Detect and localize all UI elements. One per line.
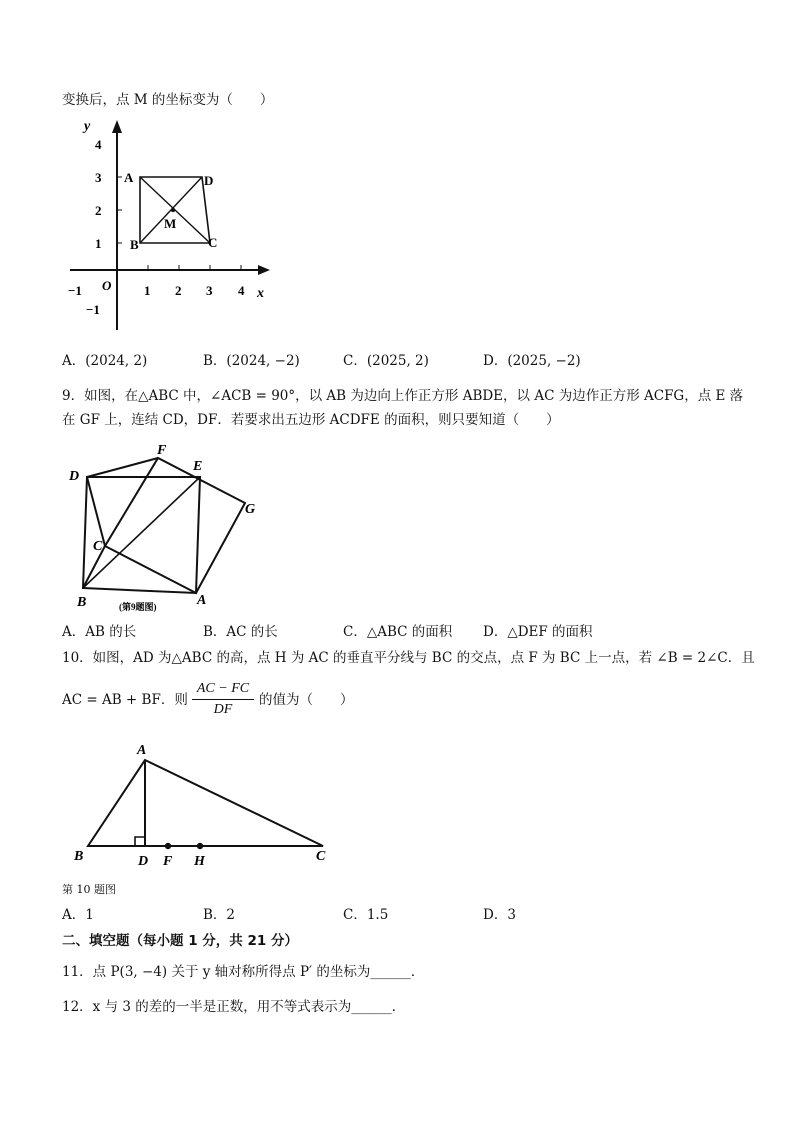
point-label-f: F: [157, 443, 167, 458]
y-tick-label: 4: [95, 137, 102, 152]
q9-text-line2: 在 GF 上，连结 CD，DF．若要求出五边形 ACDFE 的面积，则只要知道（ ）: [62, 412, 560, 428]
q9-option-c: C．△ABC 的面积: [343, 624, 453, 640]
point-label-a: A: [124, 170, 134, 185]
q10-option-a: A．1: [62, 907, 94, 923]
q10-caption: 第 10 题图: [62, 883, 116, 896]
q10-option-d: D．3: [483, 907, 516, 923]
q8-option-c: C．(2025, 2): [343, 353, 429, 369]
x-axis-label: x: [257, 286, 264, 301]
point-label-c: C: [316, 849, 326, 864]
point-label-d: D: [138, 854, 149, 869]
q9-figure: [65, 440, 275, 615]
point-label-f: F: [163, 854, 173, 869]
x-tick-label: 4: [238, 283, 245, 298]
point-label-b: B: [74, 849, 84, 864]
q9-option-b: B．AC 的长: [203, 624, 278, 640]
q9-text-line1: 9．如图，在△ABC 中，∠ACB = 90°，以 AB 为边向上作正方形 ABDE，以 AC 为边作正方形 ACFG，点 E 落: [62, 388, 744, 404]
fraction-bar: [192, 699, 254, 700]
q9-option-d: D．△DEF 的面积: [483, 624, 593, 640]
y-tick-label: 3: [95, 170, 102, 185]
q9-option-a: A．AB 的长: [62, 624, 137, 640]
q10-text-line1: 10．如图，AD 为△ABC 的高，点 H 为 AC 的垂直平分线与 BC 的交点，点 F 为 BC 上一点，若 ∠B = 2∠C．且: [62, 650, 755, 666]
x-tick-label: 1: [144, 283, 151, 298]
point-label-b: B: [130, 237, 139, 252]
x-tick-label: 3: [206, 283, 213, 298]
point-label-g: G: [245, 502, 256, 517]
q8-prompt: 变换后，点 M 的坐标变为（ ）: [62, 92, 274, 108]
q11-text: 11．点 P(3, −4) 关于 y 轴对称所得点 P′ 的坐标为______．: [62, 964, 425, 980]
point-m-dot: [171, 208, 175, 212]
x-axis-arrow-icon: [258, 265, 270, 275]
q8-coordinate-figure: [60, 115, 280, 335]
q10-figure: [70, 738, 340, 873]
q10-option-b: B．2: [203, 907, 236, 923]
q10-option-c: C．1.5: [343, 907, 389, 923]
q8-option-a: A．(2024, 2): [62, 353, 148, 369]
x-tick-label: −1: [68, 283, 82, 298]
q10-text-line2-pre: AC = AB + BF．则: [62, 692, 188, 708]
y-tick-label: −1: [86, 302, 100, 317]
point-h-dot: [197, 843, 203, 849]
fraction-denominator: DF: [213, 702, 233, 717]
point-label-e: E: [193, 459, 203, 474]
point-label-h: H: [194, 854, 205, 869]
point-label-m: M: [164, 216, 177, 231]
point-label-d: D: [69, 469, 80, 484]
section-title: 二、填空题（每小题 1 分，共 21 分）: [62, 933, 298, 949]
right-angle-mark: [135, 837, 145, 846]
segment-dc: [87, 477, 105, 546]
point-label-b: B: [77, 595, 87, 610]
q8-option-b: B．(2024, −2): [203, 353, 300, 369]
x-tick-label: 2: [175, 283, 182, 298]
y-axis-label: y: [84, 119, 91, 134]
y-tick-label: 2: [95, 203, 102, 218]
point-f-dot: [165, 843, 171, 849]
q10-text-line2-post: 的值为（ ）: [259, 692, 354, 708]
q10-fraction: [190, 680, 256, 719]
q12-text: 12．x 与 3 的差的一半是正数，用不等式表示为______．: [62, 999, 406, 1015]
point-label-c: C: [208, 235, 218, 250]
q8-option-d: D．(2025, −2): [483, 353, 581, 369]
point-label-a: A: [137, 743, 147, 758]
figure-caption: (第9题图): [119, 602, 157, 612]
triangle-abc: [88, 760, 323, 846]
x-tick-label: O: [102, 278, 112, 293]
point-label-c: C: [93, 539, 103, 554]
y-tick-label: 1: [95, 236, 102, 251]
fraction-numerator: AC − FC: [196, 681, 250, 696]
y-axis-arrow-icon: [112, 120, 122, 133]
point-label-a: A: [197, 593, 207, 608]
point-label-d: D: [204, 173, 214, 188]
square-acfg: [105, 458, 245, 593]
